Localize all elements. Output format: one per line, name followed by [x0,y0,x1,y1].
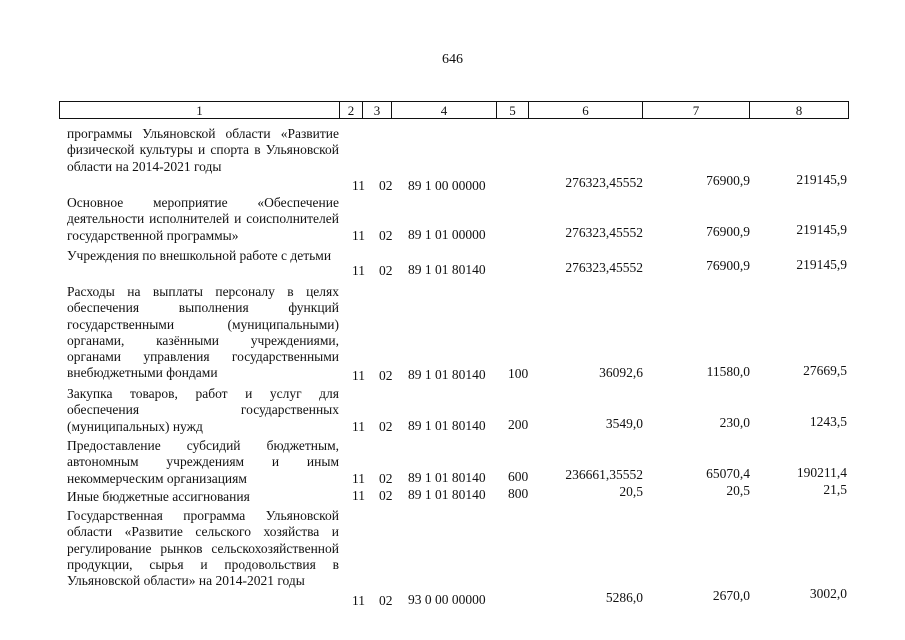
row-col-4: 89 1 01 80140 [408,262,486,277]
row-col-7: 2670,0 [712,588,750,603]
header-col-3: 3 [363,102,392,119]
row-col-2: 11 [352,228,365,243]
row-description: Государственная программа Ульяновской области «Развитие сельского хозяйства и регулирование рынков сельскохозяйственной продукции, сырья и продовольствия в Ульяновской области» на 2014-2021 годы [67,508,339,589]
row-col-6: 20,5 [619,484,643,499]
header-col-4: 4 [392,102,497,119]
row-col-6: 276323,45552 [565,175,643,190]
page-number: 646 [442,52,463,67]
row-col-5: 200 [508,417,529,432]
row-col-6: 276323,45552 [565,260,643,275]
row-col-8: 190211,4 [796,465,847,480]
row-col-7: 11580,0 [706,364,750,379]
row-col-4: 93 0 00 00000 [408,592,486,607]
header-col-8: 8 [795,103,803,118]
header-col-2: 2 [340,102,363,119]
row-col-8: 27669,5 [803,363,847,378]
row-description: Учреждения по внешкольной работе с детьми [67,248,332,263]
row-col-4: 89 1 00 00000 [408,178,486,193]
row-col-7: 65070,4 [706,466,750,481]
row-col-3: 02 [379,263,393,278]
row-col-8: 219145,9 [796,172,847,187]
row-description: Иные бюджетные ассигнования [67,489,250,504]
row-col-4: 89 1 01 80140 [408,367,486,382]
row-col-4: 89 1 01 80140 [408,470,486,485]
row-col-2: 11 [352,488,365,503]
row-description: Предоставление субсидий бюджетным, автономным учреждениям и иным некоммерческим организациям [67,438,339,486]
row-col-8: 1243,5 [809,414,847,429]
row-col-3: 02 [379,178,393,193]
table-header [59,101,849,119]
row-description: Закупка товаров, работ и услуг для обеспечения государственных (муниципальных) нужд [67,386,339,434]
row-col-4: 89 1 01 00000 [408,227,486,242]
row-col-8: 219145,9 [796,257,847,272]
row-col-5: 100 [508,366,529,381]
row-col-7: 76900,9 [706,224,750,239]
row-col-2: 11 [352,368,365,383]
header-col-5: 5 [497,102,529,119]
row-col-6: 36092,6 [599,365,643,380]
row-col-3: 02 [379,419,393,434]
row-description: Основное мероприятие «Обеспечение деятельности исполнителей и соисполнителей государственной программы» [67,195,339,243]
row-col-8: 3002,0 [809,586,847,601]
row-col-7: 76900,9 [706,173,750,188]
row-description: программы Ульяновской области «Развитие физической культуры и спорта в Ульяновской области на 2014-2021 годы [67,126,339,174]
header-col-1: 1 [60,102,340,119]
row-col-6: 5286,0 [605,590,643,605]
header-col-7: 7 [643,102,750,119]
row-col-5: 800 [508,486,529,501]
row-description: Расходы на выплаты персоналу в целях обеспечения выполнения функций государственными (муниципальными) органами, казёнными учреждениями, органами управления государственными внебюджетными фондами [67,284,339,381]
row-col-2: 11 [352,178,365,193]
header-col-6: 6 [529,102,643,119]
row-col-2: 11 [352,419,365,434]
row-col-6: 236661,35552 [565,467,643,482]
row-col-8: 219145,9 [796,222,847,237]
row-col-6: 3549,0 [605,416,643,431]
row-col-8: 21,5 [823,482,847,497]
row-col-7: 20,5 [726,483,750,498]
row-col-2: 11 [352,593,365,608]
row-col-2: 11 [352,471,365,486]
row-col-4: 89 1 01 80140 [408,418,486,433]
row-col-4: 89 1 01 80140 [408,487,486,502]
row-col-3: 02 [379,228,393,243]
row-col-5: 600 [508,469,529,484]
row-col-3: 02 [379,471,393,486]
row-col-6: 276323,45552 [565,225,643,240]
row-col-3: 02 [379,593,393,608]
row-col-3: 02 [379,368,393,383]
row-col-7: 230,0 [719,415,750,430]
row-col-7: 76900,9 [706,258,750,273]
row-col-3: 02 [379,488,393,503]
row-col-2: 11 [352,263,365,278]
